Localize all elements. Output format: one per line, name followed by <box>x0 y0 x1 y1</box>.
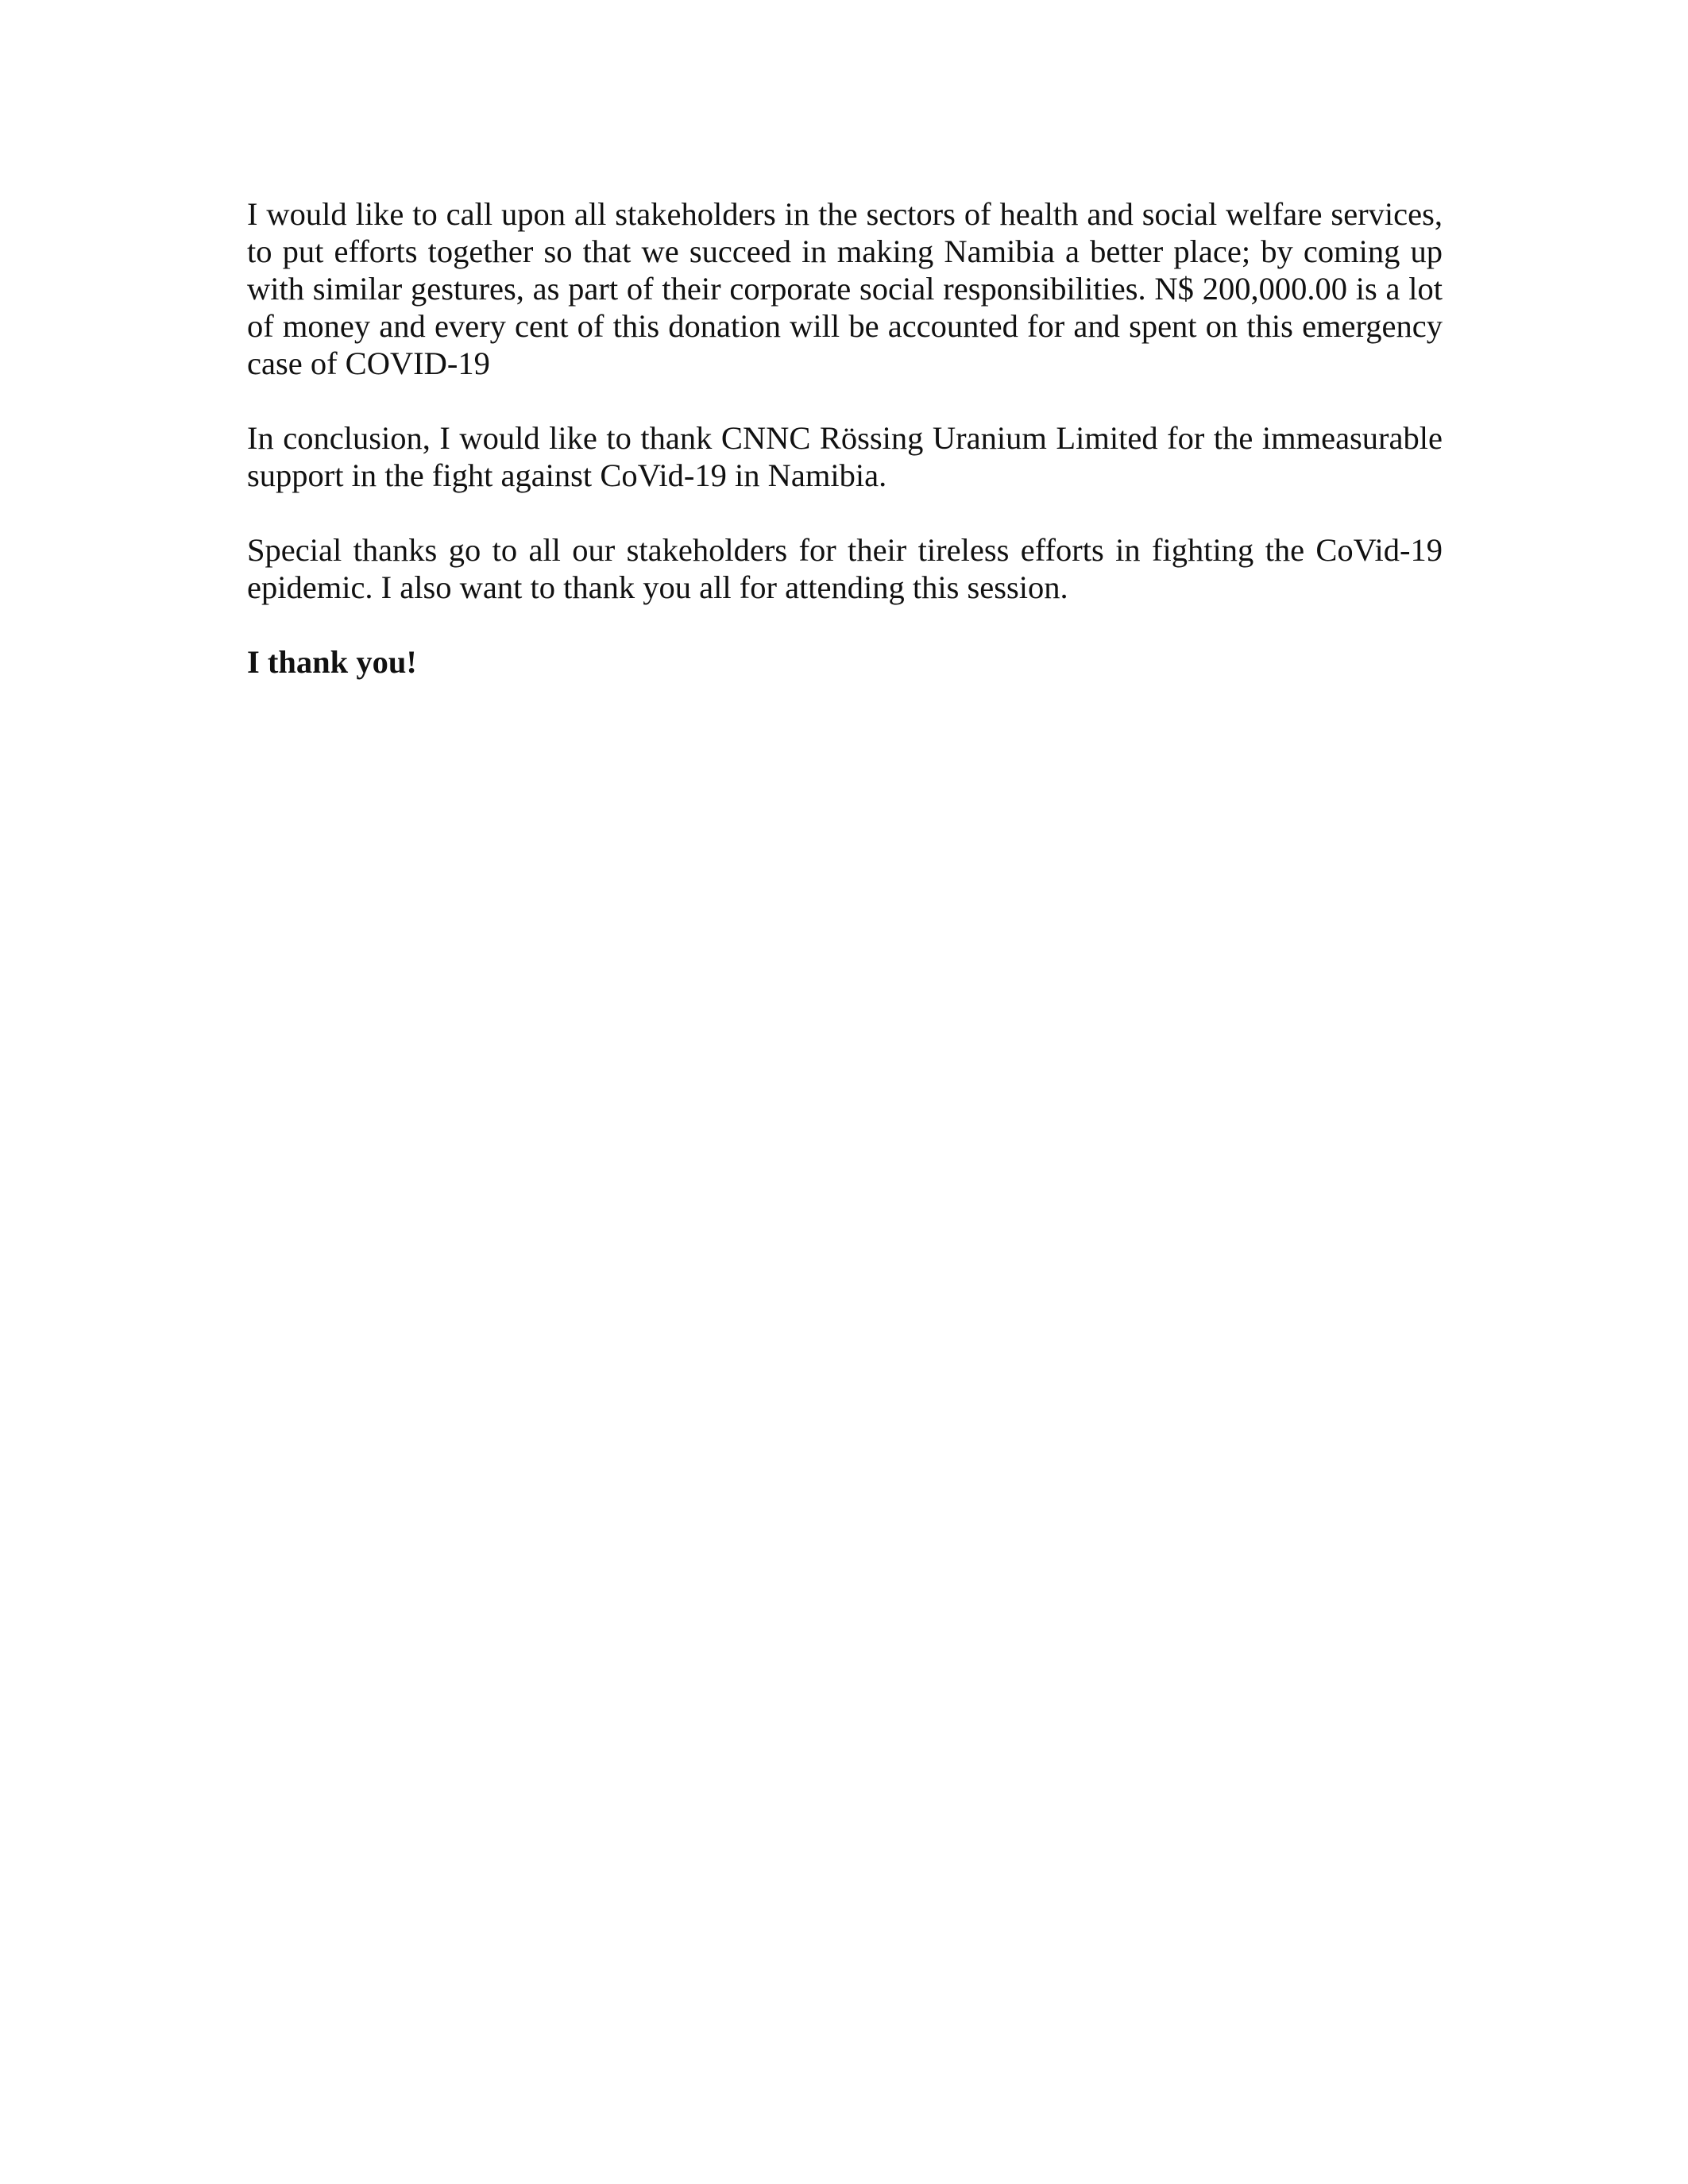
paragraph-call-to-stakeholders: I would like to call upon all stakeholders in the sectors of health and social welfare services, to put efforts together so that we succeed in making Namibia a better place; by coming up with similar gestures, as part of their corporate social responsibilities. N$ 200,000.00 is a lot of money and every cent of this donation will be accounted for and spent on this emergency case of COVID-19 <box>247 196 1443 381</box>
document-body <box>247 195 1443 681</box>
paragraph-conclusion: In conclusion, I would like to thank CNNC Rössing Uranium Limited for the immeasurable support in the fight against CoVid-19 in Namibia. <box>247 420 1443 493</box>
paragraph-special-thanks: Special thanks go to all our stakeholders for their tireless efforts in fighting the CoVid-19 epidemic. I also want to thank you all for attending this session. <box>247 532 1443 605</box>
closing-line: I thank you! <box>247 644 417 680</box>
